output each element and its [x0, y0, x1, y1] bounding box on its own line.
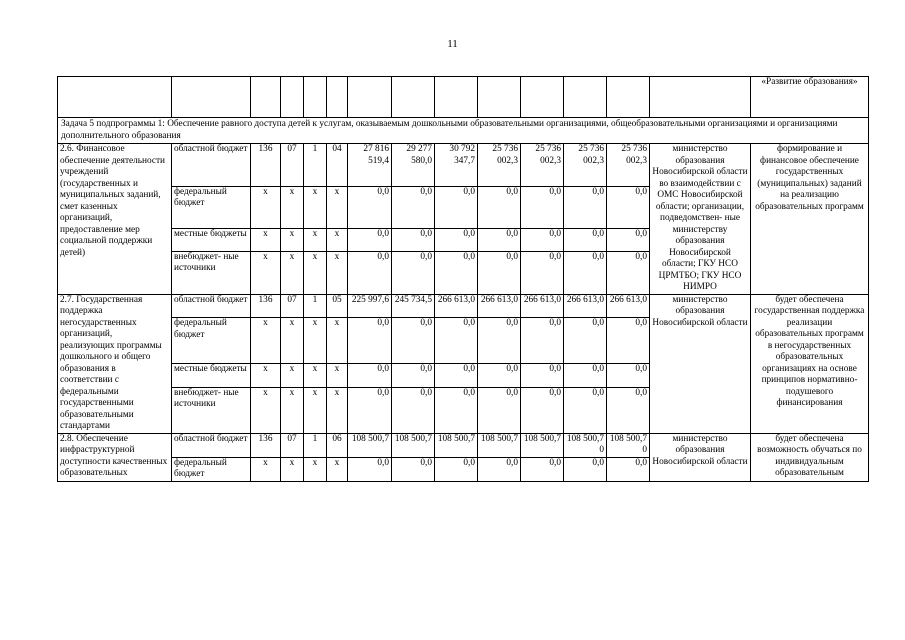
amount-cell: 266 613,0	[478, 294, 521, 318]
amount-cell: 0,0	[607, 251, 650, 294]
section-cell: 07	[281, 144, 304, 187]
goal-cell: «Развитие образования»	[751, 77, 869, 118]
section-cell: 07	[281, 294, 304, 318]
amount-cell: 245 734,5	[392, 294, 435, 318]
grbs-cell: 136	[251, 144, 281, 187]
amount-cell: 0,0	[435, 457, 478, 481]
amount-cell: 0,0	[564, 229, 607, 251]
amount-cell: 266 613,0	[607, 294, 650, 318]
funding-source-cell: местные бюджеты	[172, 229, 251, 251]
amount-cell: 30 792 347,7	[435, 144, 478, 187]
amount-cell: 0,0	[392, 229, 435, 251]
amount-cell: 108 500,7	[478, 433, 521, 457]
amount-cell: 0,0	[521, 251, 564, 294]
amount-cell: 25 736 002,3	[607, 144, 650, 187]
amount-cell: 0,0	[348, 387, 392, 433]
amount-cell: 0,0	[478, 363, 521, 387]
amount-cell: 0,0	[607, 363, 650, 387]
amount-cell: 0,0	[478, 229, 521, 251]
program-table	[57, 76, 869, 482]
program-cell: х	[304, 229, 327, 251]
table-row	[58, 294, 869, 318]
amount-cell: 0,0	[564, 186, 607, 229]
amount-cell: 0,0	[607, 186, 650, 229]
amount-cell: 29 277 580,0	[392, 144, 435, 187]
funding-source-cell: федеральный бюджет	[172, 318, 251, 364]
result-cell: будет обеспечена государственная поддержка реализации образовательных программ в негосударственных образовательных организациях на основе принципов нормативно- подушевого финансирования	[751, 294, 869, 433]
grbs-cell: х	[251, 363, 281, 387]
program-cell: х	[304, 251, 327, 294]
amount-cell: 0,0	[521, 363, 564, 387]
section-cell: х	[281, 251, 304, 294]
amount-cell: 0,0	[521, 318, 564, 364]
amount-cell: 266 613,0	[521, 294, 564, 318]
section-cell: х	[281, 186, 304, 229]
article-cell: 04	[327, 144, 348, 187]
amount-cell: 0,0	[607, 387, 650, 433]
funding-source-cell: внебюджет- ные источники	[172, 387, 251, 433]
amount-cell: 0,0	[348, 186, 392, 229]
amount-cell: 266 613,0	[564, 294, 607, 318]
amount-cell: 25 736 002,3	[478, 144, 521, 187]
amount-cell: 0,0	[348, 457, 392, 481]
task-cell: Задача 5 подпрограммы 1: Обеспечение равного доступа детей к услугам, оказываемым дошкольными образовательными организациями, общеобразовательными организациями и организациями дополнительного образования	[58, 118, 869, 144]
amount-cell: 25 736 002,3	[564, 144, 607, 187]
amount-cell: 0,0	[521, 229, 564, 251]
executor-cell: министерство образования Новосибирской области	[650, 294, 751, 433]
amount-cell: 108 500,7	[435, 433, 478, 457]
grbs-cell: х	[251, 318, 281, 364]
section-cell: х	[281, 387, 304, 433]
article-cell: х	[327, 457, 348, 481]
amount-cell: 0,0	[435, 251, 478, 294]
amount-cell: 0,0	[607, 229, 650, 251]
amount-cell: 0,0	[478, 387, 521, 433]
header-row	[58, 77, 869, 118]
amount-cell: 0,0	[478, 457, 521, 481]
grbs-cell: х	[251, 186, 281, 229]
amount-cell: 0,0	[478, 251, 521, 294]
article-cell: х	[327, 186, 348, 229]
article-cell: х	[327, 363, 348, 387]
amount-cell: 0,0	[435, 318, 478, 364]
amount-cell: 0,0	[392, 186, 435, 229]
amount-cell: 0,0	[564, 318, 607, 364]
table-row	[58, 144, 869, 187]
amount-cell: 0,0	[392, 363, 435, 387]
funding-source-cell: местные бюджеты	[172, 363, 251, 387]
amount-cell: 0,0	[521, 457, 564, 481]
funding-source-cell: федеральный бюджет	[172, 457, 251, 481]
measure-name-cell: 2.8. Обеспечение инфраструктурной доступности качественных образовательных	[58, 433, 172, 481]
amount-cell: 108 500,7	[521, 433, 564, 457]
program-cell: х	[304, 318, 327, 364]
amount-cell: 0,0	[435, 186, 478, 229]
measure-name-cell: 2.7. Государственная поддержка негосударственных организаций, реализующих программы дошкольного и общего образования в соответствии с федеральными государственными образовательными стандартами	[58, 294, 172, 433]
amount-cell: 0,0	[564, 387, 607, 433]
amount-cell: 27 816 519,4	[348, 144, 392, 187]
executor-cell: министерство образования Новосибирской области	[650, 433, 751, 481]
result-cell: будет обеспечена возможность обучаться по индивидуальным образовательным	[751, 433, 869, 481]
amount-cell: 0,0	[348, 318, 392, 364]
program-cell: х	[304, 363, 327, 387]
amount-cell: 0,0	[435, 363, 478, 387]
grbs-cell: х	[251, 457, 281, 481]
grbs-cell: х	[251, 229, 281, 251]
amount-cell: 266 613,0	[435, 294, 478, 318]
grbs-cell: х	[251, 387, 281, 433]
task-row	[58, 118, 869, 144]
article-cell: х	[327, 387, 348, 433]
grbs-cell: 136	[251, 433, 281, 457]
amount-cell: 108 500,7	[392, 433, 435, 457]
amount-cell: 0,0	[521, 387, 564, 433]
amount-cell: 108 500,7 0	[607, 433, 650, 457]
measure-name-cell: 2.6. Финансовое обеспечение деятельности учреждений (государственных и муниципальных заданий, смет казенных организаций, предоставление мер социальной поддержки детей)	[58, 144, 172, 295]
grbs-cell: 136	[251, 294, 281, 318]
program-cell: х	[304, 387, 327, 433]
executor-cell: министерство образования Новосибирской области во взаимодействии с ОМС Новосибирской области; организации, подведомствен- ные министерству образования Новосибирской области; ГКУ НСО ЦРМТБО; ГКУ НСО НИМРО	[650, 144, 751, 295]
grbs-cell: х	[251, 251, 281, 294]
section-cell: 07	[281, 433, 304, 457]
program-cell: 1	[304, 433, 327, 457]
article-cell: х	[327, 318, 348, 364]
amount-cell: 0,0	[564, 457, 607, 481]
amount-cell: 0,0	[478, 318, 521, 364]
funding-source-cell: федеральный бюджет	[172, 186, 251, 229]
table-row	[58, 433, 869, 457]
program-cell: 1	[304, 294, 327, 318]
amount-cell: 0,0	[392, 251, 435, 294]
program-cell: 1	[304, 144, 327, 187]
amount-cell: 108 500,7 0	[564, 433, 607, 457]
funding-source-cell: областной бюджет	[172, 144, 251, 187]
article-cell: х	[327, 229, 348, 251]
article-cell: 05	[327, 294, 348, 318]
amount-cell: 0,0	[478, 186, 521, 229]
page-number: 11	[447, 38, 458, 50]
amount-cell: 25 736 002,3	[521, 144, 564, 187]
amount-cell: 0,0	[564, 251, 607, 294]
amount-cell: 0,0	[564, 363, 607, 387]
amount-cell: 0,0	[348, 363, 392, 387]
section-cell: х	[281, 457, 304, 481]
article-cell: х	[327, 251, 348, 294]
program-cell: х	[304, 457, 327, 481]
program-cell: х	[304, 186, 327, 229]
amount-cell: 0,0	[392, 457, 435, 481]
funding-source-cell: областной бюджет	[172, 433, 251, 457]
amount-cell: 0,0	[348, 251, 392, 294]
amount-cell: 0,0	[392, 387, 435, 433]
section-cell: х	[281, 318, 304, 364]
amount-cell: 0,0	[435, 387, 478, 433]
result-cell: формирование и финансовое обеспечение государственных (муниципальных) заданий на реализацию образовательных программ	[751, 144, 869, 295]
amount-cell: 0,0	[607, 457, 650, 481]
amount-cell: 0,0	[348, 229, 392, 251]
section-cell: х	[281, 363, 304, 387]
amount-cell: 0,0	[607, 318, 650, 364]
amount-cell: 0,0	[435, 229, 478, 251]
amount-cell: 0,0	[521, 186, 564, 229]
funding-source-cell: внебюджет- ные источники	[172, 251, 251, 294]
section-cell: х	[281, 229, 304, 251]
funding-source-cell: областной бюджет	[172, 294, 251, 318]
article-cell: 06	[327, 433, 348, 457]
amount-cell: 0,0	[392, 318, 435, 364]
amount-cell: 225 997,6	[348, 294, 392, 318]
amount-cell: 108 500,7	[348, 433, 392, 457]
